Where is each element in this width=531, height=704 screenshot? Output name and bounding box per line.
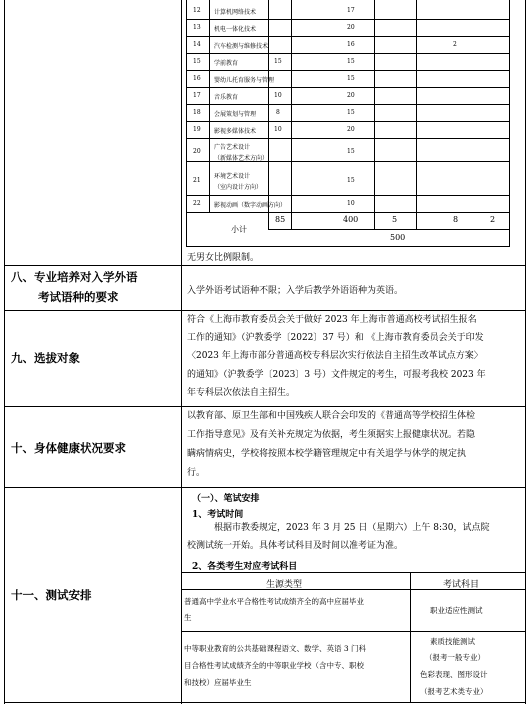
table-header: 考试科目: [443, 580, 480, 590]
section-divider: [4, 702, 526, 703]
grand-total: 500: [390, 233, 406, 242]
outer-right-border: [525, 0, 526, 704]
section-heading: 考试语种的要求: [38, 290, 119, 304]
table-header: 生源类型: [266, 580, 303, 590]
gender-note: 无男女比例限制。: [187, 253, 260, 263]
subheading: （一）、笔试安排: [192, 494, 260, 504]
outer-left-border: [4, 0, 5, 704]
section-heading: 八、专业培养对入学外语: [11, 270, 138, 284]
section-divider: [4, 265, 526, 266]
section-content: 入学外语考试语种不限；入学后教学外语语种为英语。: [187, 286, 404, 296]
section-divider: [4, 487, 526, 488]
subheading: 1、考试时间: [192, 510, 244, 520]
label-column-divider: [181, 0, 182, 704]
section-heading: 十、身体健康状况要求: [11, 441, 126, 455]
section-heading: 九、选拔对象: [11, 351, 80, 365]
subheading: 2、各类考生对应考试科目: [192, 562, 298, 572]
section-heading: 十一、测试安排: [11, 588, 92, 602]
